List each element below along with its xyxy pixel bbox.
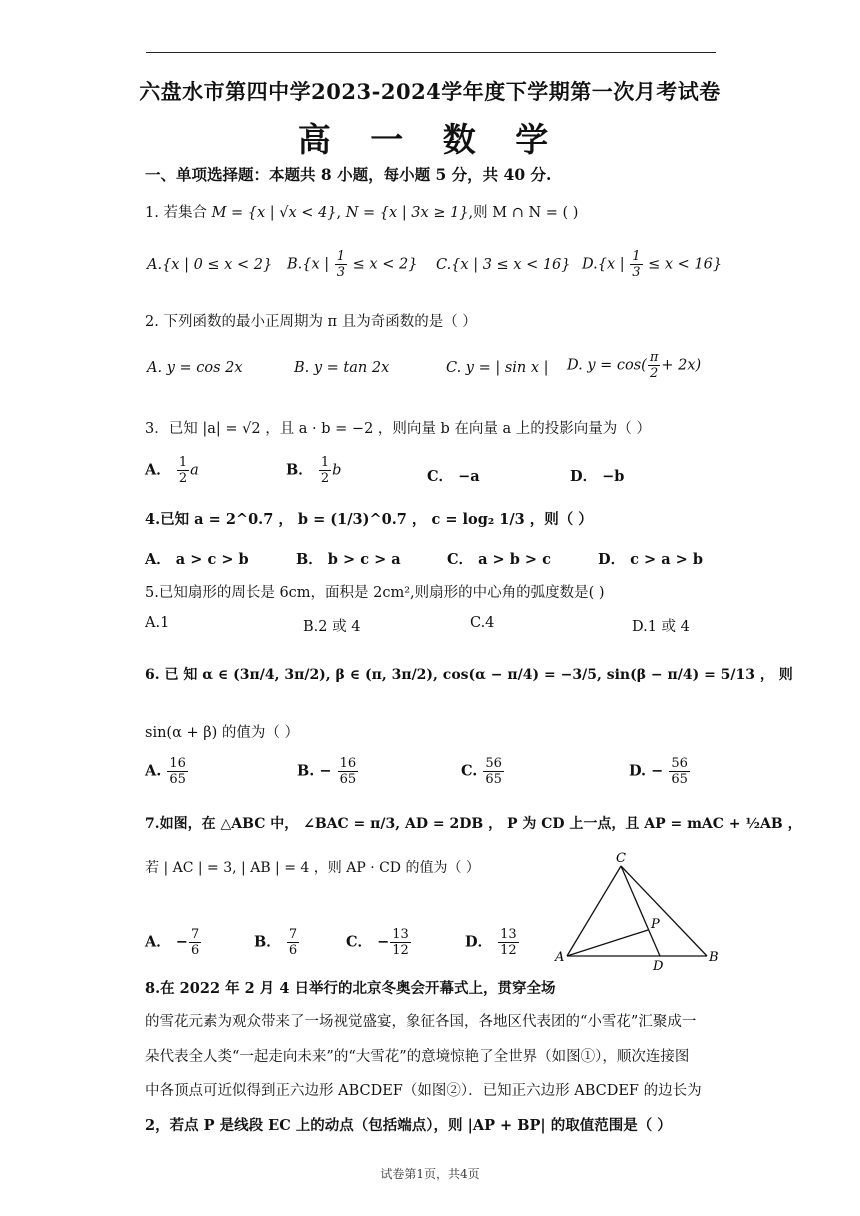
q6-b-num: 16 <box>339 756 357 771</box>
q2-d-num: π <box>649 350 659 365</box>
question-5: 5.已知扇形的周长是 6cm，面积是 2cm²,则扇形的中心角的弧度数是( ) <box>145 585 605 601</box>
q4-option-b: B． b > c > a <box>296 551 401 568</box>
q2-option-c: C. y = | sin x | <box>446 360 549 376</box>
q2-d-pre: D. y = cos( <box>567 357 647 374</box>
q7-c-fraction <box>390 927 411 958</box>
label-c: C <box>616 851 626 866</box>
q3-b-den: 2 <box>320 471 330 486</box>
q7-c-num: 13 <box>392 927 409 942</box>
q1-d-num: 1 <box>632 249 641 264</box>
q3-a-vec: a <box>190 462 199 479</box>
page-footer: 试卷第1页，共4页 <box>380 1167 480 1181</box>
q3-option-d: D． −b <box>570 468 625 485</box>
question-7: 7.如图，在 △ABC 中， ∠BAC = π/3, AD = 2DB ， P 为 CD 上一点，且 AP = mAC + ½AB ， <box>145 816 802 832</box>
segment-ap <box>567 930 648 956</box>
q3-a-den: 2 <box>178 471 188 486</box>
q3-option-c: C． −a <box>427 468 480 485</box>
q6-a-fraction <box>167 756 188 787</box>
q1-d-post: ≤ x < 16} <box>648 256 723 273</box>
label-d: D <box>653 959 664 974</box>
question-6: 6. 已 知 α ∈ (3π/4, 3π/2), β ∈ (π, 3π/2), cos(α − π/4) = −3/5, sin(β − π/4) = 5/13 ， 则 <box>145 667 793 683</box>
q4-option-c: C． a > b > c <box>447 551 551 568</box>
q1-b-pre: B.{x | <box>287 256 330 273</box>
q6-d-fraction <box>669 756 690 787</box>
triangle-figure <box>552 846 728 974</box>
q2-option-a: A. y = cos 2x <box>147 360 243 376</box>
q7-a-num: 7 <box>190 927 200 942</box>
q7-c-den: 12 <box>392 943 409 958</box>
q6-option-d <box>629 756 691 787</box>
question-4: 4.已知 a = 2^0.7 ， b = (1/3)^0.7 ， c = log₂ 1/3 ，则（ ） <box>145 511 593 528</box>
q1-option-a: A.{x | 0 ≤ x < 2} <box>147 257 273 273</box>
q3-b-vec: b <box>332 462 342 479</box>
q7-option-d <box>465 927 520 958</box>
q1-option-c: C.{x | 3 ≤ x < 16} <box>436 257 571 273</box>
question-8-line1: 8.在 2022 年 2 月 4 日举行的北京冬奥会开幕式上，贯穿全场 <box>145 980 556 997</box>
q7-a-den: 6 <box>190 943 200 958</box>
q1-d-fraction <box>630 249 642 280</box>
q1-b-fraction <box>335 249 347 280</box>
segment-cd <box>621 866 660 956</box>
question-1: 1. 若集合 M = {x | √x < 4}, N = {x | 3x ≥ 1},则 M ∩ N = ( ) <box>145 205 579 221</box>
q1-b-num: 1 <box>336 249 346 264</box>
q6-c-num: 56 <box>485 756 502 771</box>
q3-a-label: A． <box>145 461 171 479</box>
q6-d-num: 56 <box>671 756 688 771</box>
subject-title: 高 一 数 学 <box>297 120 563 159</box>
q6-option-c <box>461 756 505 787</box>
q4-option-d: D． c > a > b <box>598 551 703 568</box>
question-7-line2: 若 | AC | = 3, | AB | = 4 ，则 AP · CD 的值为（ ） <box>145 860 480 876</box>
q7-a-label: A． − <box>145 933 188 951</box>
q7-d-den: 12 <box>500 943 517 958</box>
q3-option-a <box>145 455 199 486</box>
q1-option-d <box>582 249 722 280</box>
label-b: B <box>709 950 719 965</box>
question-6-line2: sin(α + β) 的值为（ ） <box>145 725 299 741</box>
question-3: 3．已知 |a| = √2 ，且 a · b = −2 ，则向量 b 在向量 a 上的投影向量为（ ） <box>145 421 651 437</box>
q7-d-num: 13 <box>500 927 517 942</box>
q2-d-fraction <box>648 350 661 381</box>
q1-prefix: 1. 若集合 <box>145 205 207 221</box>
top-rule <box>146 52 716 53</box>
q1-set-m: M = {x | √x < 4} <box>211 205 337 221</box>
question-2: 2. 下列函数的最小正周期为 π 且为奇函数的是（ ） <box>145 314 477 330</box>
q1-set-n: N = {x | 3x ≥ 1} <box>345 205 469 221</box>
q3-option-b <box>286 455 341 486</box>
q3-a-fraction <box>177 455 189 486</box>
q7-a-fraction <box>189 927 201 958</box>
q6-c-label: C. <box>461 762 478 780</box>
question-8-line2: 的雪花元素为观众带来了一场视觉盛宴，象征各国，各地区代表团的“小雪花”汇聚成一 <box>145 1014 697 1030</box>
q6-b-label: B. − <box>297 762 332 780</box>
q2-option-d <box>567 350 701 381</box>
q7-b-fraction <box>287 927 299 958</box>
q7-b-label: B． <box>254 933 281 951</box>
q2-d-den: 2 <box>649 366 659 381</box>
q6-a-den: 65 <box>169 772 186 787</box>
q6-option-b <box>297 756 359 787</box>
q7-option-a <box>145 927 202 958</box>
q2-d-post: + 2x) <box>661 357 702 374</box>
question-8-line3: 朵代表全人类“一起走向未来”的“大雪花”的意境惊艳了全世界（如图①），顺次连接图 <box>145 1049 690 1065</box>
q6-a-num: 16 <box>169 756 186 771</box>
q1-d-den: 3 <box>632 265 641 280</box>
q7-b-num: 7 <box>288 927 298 942</box>
q1-option-b <box>287 249 417 280</box>
q3-b-num: 1 <box>320 455 330 470</box>
q6-a-label: A. <box>145 762 162 780</box>
q7-option-b <box>254 927 300 958</box>
q6-b-den: 65 <box>339 772 357 787</box>
edge-cb <box>621 866 707 956</box>
exam-title: 六盘水市第四中学2023-2024学年度下学期第一次月考试卷 <box>139 79 721 104</box>
q6-c-den: 65 <box>485 772 502 787</box>
q7-option-c <box>346 927 412 958</box>
q1-d-pre: D.{x | <box>582 256 625 273</box>
question-8-line5: 2，若点 P 是线段 EC 上的动点（包括端点），则 |AP + BP| 的取值范围是（ ） <box>145 1117 672 1134</box>
edge-ac <box>567 866 621 956</box>
q4-option-a: A． a > c > b <box>145 551 249 568</box>
q6-d-den: 65 <box>671 772 688 787</box>
q6-d-label: D. − <box>629 762 664 780</box>
q1-b-post: ≤ x < 2} <box>352 256 418 273</box>
q3-a-num: 1 <box>178 455 188 470</box>
q6-option-a <box>145 756 189 787</box>
q7-c-label: C． − <box>346 933 390 951</box>
section-heading: 一、单项选择题：本题共 8 小题，每小题 5 分，共 40 分. <box>145 165 552 184</box>
q5-option-a: A.1 <box>145 615 170 631</box>
q5-option-d: D.1 或 4 <box>632 619 690 635</box>
q7-b-den: 6 <box>288 943 298 958</box>
q6-c-fraction <box>483 756 504 787</box>
q2-option-b: B. y = tan 2x <box>294 360 390 376</box>
q6-b-fraction <box>338 756 359 787</box>
label-a: A <box>555 950 565 965</box>
q3-b-label: B． <box>286 461 313 479</box>
q7-d-fraction <box>498 927 519 958</box>
q1-b-den: 3 <box>336 265 346 280</box>
q1-tail: ,则 M ∩ N = ( ) <box>468 205 579 221</box>
label-p: P <box>651 917 660 932</box>
question-8-line4: 中各顶点可近似得到正六边形 ABCDEF（如图②）．已知正六边形 ABCDEF 的边长为 <box>145 1083 702 1099</box>
q7-d-label: D． <box>465 933 493 951</box>
q3-b-fraction <box>319 455 331 486</box>
q5-option-b: B.2 或 4 <box>303 619 361 635</box>
q5-option-c: C.4 <box>470 615 495 631</box>
